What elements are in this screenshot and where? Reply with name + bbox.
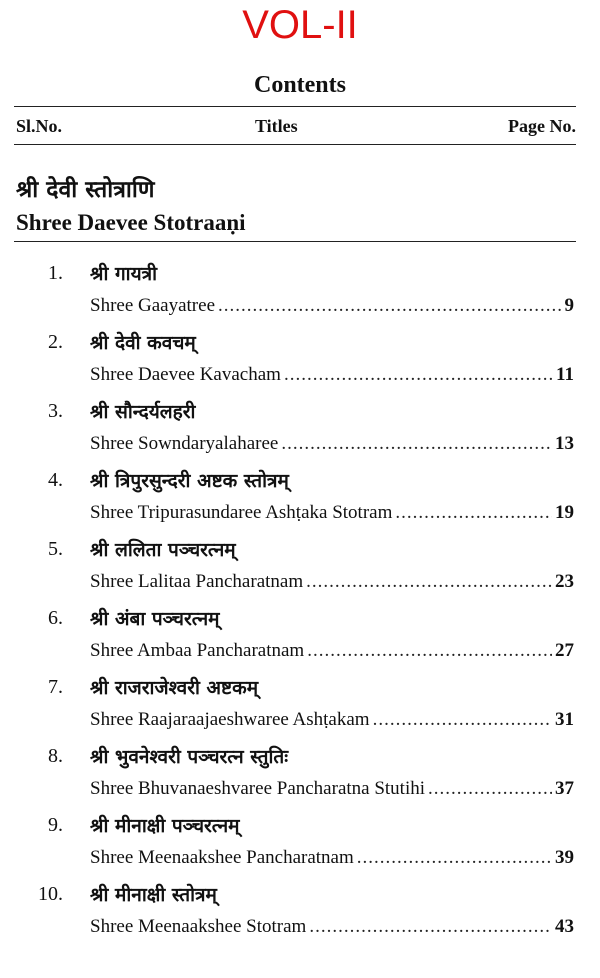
entry-title-english: Shree Daevee Kavacham [90,364,281,385]
header-bottom-rule [14,144,576,145]
entry-english-line [90,502,574,524]
column-header-page-no: Page No. [508,116,576,136]
dot-leader [395,502,552,524]
entry-title-hindi: श्री गायत्री [90,263,158,285]
contents-entry [0,883,600,951]
dot-leader [357,847,552,869]
entry-number: 1. [48,262,63,284]
entry-english-line [90,433,574,455]
entry-english-line [90,778,574,800]
entry-number: 4. [48,469,63,491]
entry-english-line [90,847,574,869]
entry-title-hindi: श्री त्रिपुरसुन्दरी अष्टक स्तोत्रम् [90,470,289,492]
dot-leader [428,778,552,800]
entry-title-hindi: श्री ललिता पञ्चरत्नम् [90,539,236,561]
entry-title-hindi: श्री मीनाक्षी पञ्चरत्नम् [90,815,240,837]
entry-page-number: 23 [555,571,574,592]
dot-leader [281,433,552,455]
contents-entry [0,676,600,744]
entry-english-line [90,916,574,938]
entry-title-hindi: श्री सौन्दर्यलहरी [90,401,196,423]
entry-english-line [90,295,574,317]
entry-title-hindi: श्री भुवनेश्वरी पञ्चरत्न स्तुतिः [90,746,289,768]
entry-english-line [90,364,574,386]
entry-title-english: Shree Tripurasundaree Ashṭaka Stotram [90,502,393,523]
entry-title-hindi: श्री मीनाक्षी स्तोत्रम् [90,884,217,906]
contents-entry [0,331,600,399]
entry-number: 8. [48,745,63,767]
section-rule [14,241,576,242]
entry-number: 7. [48,676,63,698]
contents-entry [0,745,600,813]
entry-page-number: 31 [555,709,574,730]
header-top-rule [14,106,576,107]
dot-leader [309,916,552,938]
entry-page-number: 43 [555,916,574,937]
dot-leader [218,295,561,317]
entry-number: 3. [48,400,63,422]
contents-entry [0,262,600,330]
entry-page-number: 39 [555,847,574,868]
entry-english-line [90,709,574,731]
entry-title-hindi: श्री अंबा पञ्चरत्नम् [90,608,220,630]
column-header-titles: Titles [255,116,298,136]
entry-title-english: Shree Meenaakshee Pancharatnam [90,847,354,868]
volume-label: VOL-II [242,3,358,47]
entry-page-number: 19 [555,502,574,523]
entry-title-english: Shree Bhuvanaeshvaree Pancharatna Stutihi [90,778,426,799]
entry-title-english: Shree Meenaakshee Stotram [90,916,307,937]
dot-leader [306,571,552,593]
entry-page-number: 11 [556,364,574,385]
dot-leader [307,640,552,662]
entry-page-number: 13 [555,433,574,454]
entry-number: 6. [48,607,63,629]
entry-page-number: 37 [555,778,574,799]
entry-title-english: Shree Sowndaryalaharee [90,433,279,454]
entry-number: 5. [48,538,63,560]
entry-page-number: 27 [555,640,574,661]
entry-number: 9. [48,814,63,836]
contents-heading: Contents [253,72,346,98]
dot-leader [373,709,552,731]
entry-page-number: 9 [564,295,574,316]
entry-title-english: Shree Raajaraajaeshwaree Ashṭakam [90,709,370,730]
entry-title-english: Shree Ambaa Pancharatnam [90,640,305,661]
entry-title-english: Shree Gaayatree [90,295,216,316]
section-title-english: Shree Daevee Stotraaṇi [16,210,246,235]
contents-entry [0,469,600,537]
column-header-sl-no: Sl.No. [16,116,63,136]
entry-english-line [90,571,574,593]
entry-number: 2. [48,331,63,353]
entry-english-line [90,640,574,662]
entry-number: 10. [38,883,63,905]
entry-title-hindi: श्री राजराजेश्वरी अष्टकम् [90,677,259,699]
section-title-hindi: श्री देवी स्तोत्राणि [16,177,155,203]
entry-title-hindi: श्री देवी कवचम् [90,332,196,354]
dot-leader [284,364,553,386]
contents-entry [0,538,600,606]
entry-title-english: Shree Lalitaa Pancharatnam [90,571,304,592]
contents-entry [0,400,600,468]
contents-entry [0,814,600,882]
contents-entry [0,607,600,675]
